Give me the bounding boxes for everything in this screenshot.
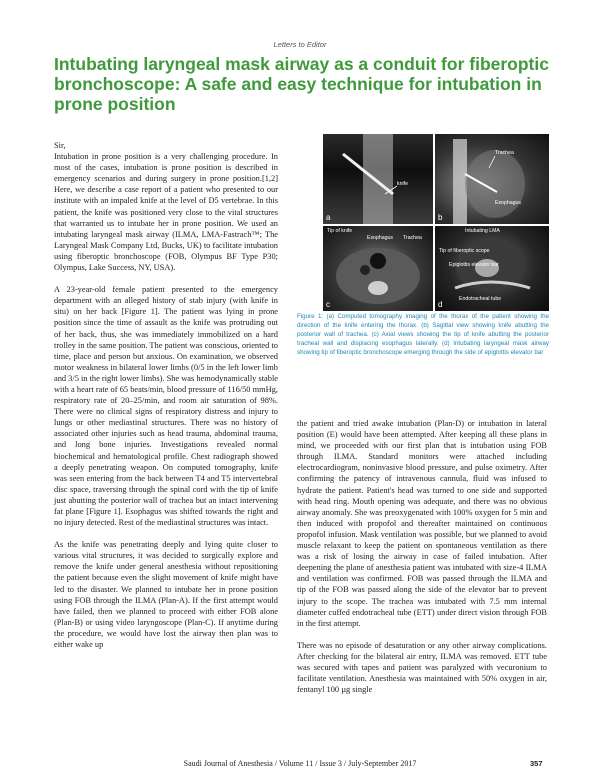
label-intubating-lma: Intubating LMA [465, 228, 500, 234]
paragraph-intro: Intubation in prone position is a very challenging procedure. In most of the cases, intubation is prone position is described in emergency scenarios and during surgery in prone position.[1,2] Here, we describe a case report of a patient who presented to our institute with an impaled knife at the level of D5 vertebrae. In this patient, the knife was positioned very close to the vital structures that warranted us to intubate her in prone position. We used an intubating laryngeal mask airway (ILMA, LMA-Fastrach™; The Laryngeal Mask Company Ltd, Bucks, UK) to facilitate intubation using fiberoptic bronchoscope (FOB, Olympus BF Type P30; Olympus, Lake Success, NY, USA). [54, 152, 278, 273]
label-esophagus-b: Esophagus [495, 200, 521, 206]
left-column [54, 140, 278, 661]
label-knife: knife [397, 181, 408, 187]
figure-panel-a [322, 133, 434, 225]
page-number: 357 [530, 759, 543, 768]
paragraph-case: A 23-year-old female patient presented to the emergency department with an alleged history of stab injury (with knife in situ) on her back [Figure 1]. The patient was lying in prone position since the time of assault as the knife was protruding out of her back, thus, she was immediately immobilized on a hard trolley in the same position. The patient was conscious, oriented to time, place and person but anxious. On examination, we observed motor weakness in bilateral lower limbs (0/5 in the left lower limb and 3/5 in the right lower limbs). She was hemodynamically stable with a heart rate of 65 beats/min, blood pressure of 116/50 mmHg, respiratory rate of 20–25/min, and room air saturation of 98%. There were no clinical signs of respiratory distress and injury to lungs or other mediastinal structures. There was no history of associated other injuries such as head trauma, abdominal trauma, and long bone injuries. Investigations revealed normal biochemical and hematological profile. Chest radiograph showed a deeply penetrating weapon. On computed tomography, knife was seen entering from the back between T4 and T5 intervertebral disc space, traversing through the spinal cord with the tip of knife just abutting the posterior wall of trachea but an intact intervening fat plane [Figure 1]. Esophagus was shifted towards the right and no injury detected. Rest of the mediastinal structures was intact. [54, 285, 278, 528]
sagittal-ct-image [435, 134, 549, 224]
salutation: Sir, [54, 141, 66, 150]
panel-letter-d: d [438, 300, 443, 309]
journal-citation: Saudi Journal of Anesthesia / Volume 11 / Issue 3 / July-September 2017 [183, 759, 417, 768]
paragraph-procedure: the patient and tried awake intubation (Plan-D) or intubation in lateral position (E) would have been attempted. After keeping all these plans in mind, we proceeded with our first plan that is intubation using FOB through ILMA. Standard monitors were attached including electrocardiogram, noninvasive blood pressure, and pulse oximetry. After confirming the patency of intravenous cannula, fluid was infused to hydrate the patient. Patient's head was turned to one side and supported with head ring. Mouth opening was adequate, and there was no obvious airway anomaly. She was preoxygenated with 100% oxygen for 5 min and then induced with propofol and thereafter maintained on continuous propofol infusion. Mask ventilation was possible, but we planned to avoid muscle relaxant to keep the patient on spontaneous ventilation as there was a risk of losing the airway in case of failed intubation. After deepening the plane of anesthesia patient was intubated with size-4 ILMA and ventilation was confirmed. FOB was passed through the ILMA and tip of the FOB was passed along the side of the elevator bar to prevent injury to the scope. The trachea was intubated with 7.5 mm internal diameter cuffed endotracheal tube (ETT) under direct vision through FOB in the first attempt. [297, 419, 547, 628]
right-column [297, 418, 547, 706]
figure-panel-b [434, 133, 550, 225]
running-head: Letters to Editor [273, 40, 327, 49]
label-trachea-c: Trachea [403, 235, 422, 241]
paragraph-outcome: There was no episode of desaturation or any other airway complications. After checking for the bilateral air entry, ILMA was removed. ETT tube was secured with tapes and patient was paralyzed with vecuronium to facilitate ventilation. Anesthesia was maintained with 50% oxygen in air, fentanyl 100 µg single [297, 640, 547, 695]
figure-1 [322, 133, 548, 310]
label-trachea: Trachea [495, 150, 514, 156]
figure-caption: Figure 1: (a) Computed tomography imaging of the thorax of the patient showing the direction of the knife entering the thorax. (b) Sagittal view showing knife abutting the posterior wall of trachea. (c) Axial views showing the tip of knife abutting the posterior tracheal wall and displacing esophagus laterally. (d) Intubating laryngeal mask airway showing tip of fiberoptic bronchoscope emerging through the side of epiglottis elevator bar [297, 313, 549, 356]
label-endotracheal-tube: Endotracheal tube [459, 296, 502, 302]
panel-letter-c: c [326, 300, 330, 309]
article-title: Intubating laryngeal mask airway as a conduit for fiberoptic bronchoscope: A safe and easy technique for intubation in prone position [54, 54, 549, 114]
figure-panel-c [322, 225, 434, 312]
paragraph-plan: As the knife was penetrating deeply and lying quite closer to various vital structures, it was decided to surgically explore and remove the knife under general anesthesia without repositioning the patient because even the slight movement of knife might have led to the disaster. We planned to intubate her in prone position using FOB through the ILMA (Plan-A). If the first attempt would have failed, then we planned to proceed with either FOB alone (Plan-B) or using video laryngoscope (Plan-C). If anytime during the procedure, we would have lost the airway then plan was to either wake up [54, 540, 278, 650]
panel-letter-a: a [326, 213, 331, 222]
label-fiberoptic-tip: Tip of fiberoptic scope [439, 248, 490, 254]
label-tip-of-knife: Tip of knife [327, 228, 353, 234]
figure-panel-d [434, 225, 550, 312]
knife-ct-image [323, 134, 433, 224]
label-epiglottis-elevator: Epiglottis elevator bar [449, 262, 499, 268]
panel-letter-b: b [438, 213, 443, 222]
label-esophagus: Esophagus [367, 235, 393, 241]
